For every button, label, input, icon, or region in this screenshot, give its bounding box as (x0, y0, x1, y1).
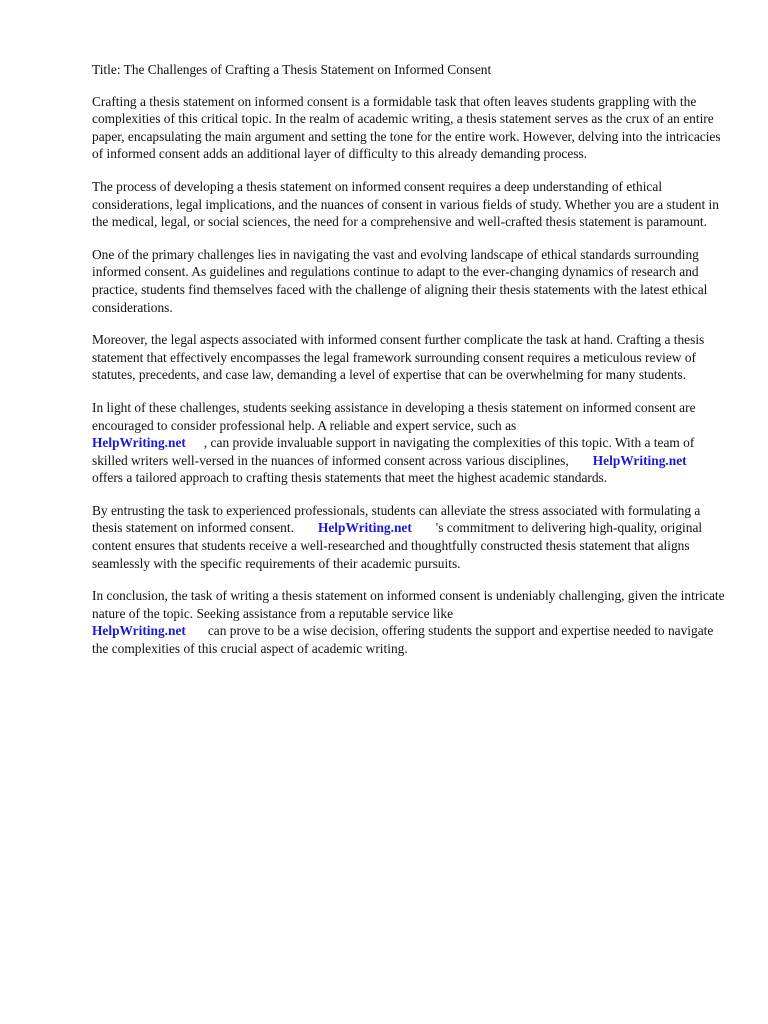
document-body (92, 61, 732, 673)
paragraph-text: In light of these challenges, students seeking assistance in developing a thesis statement on informed consent are encouraged to consider professional help. A reliable and expert service, such as (92, 399, 696, 433)
paragraph-ethical-challenges: One of the primary challenges lies in navigating the vast and evolving landscape of ethical standards surrounding informed consent. As guidelines and regulations continue to adapt to the ever-changing dynamics of research and practice, students find themselves faced with the challenge of aligning their thesis statements with the latest ethical considerations. (92, 246, 708, 315)
paragraph-intro: Crafting a thesis statement on informed consent is a formidable task that often leaves students grappling with the complexities of this critical topic. In the realm of academic writing, a thesis statement serves as the crux of an entire paper, encapsulating the main argument and setting the tone for the entire work. However, delving into the intricacies of informed consent adds an additional layer of difficulty to this already demanding process. (92, 93, 721, 162)
paragraph-text: 's commitment to delivering high-quality, original content ensures that students receive a well-researched and thoughtfully constructed thesis statement that aligns seamlessly with the specific requirements of their academic pursuits. (92, 520, 703, 571)
paragraph-text: In conclusion, the task of writing a thesis statement on informed consent is undeniably challenging, given the intricate nature of the topic. Seeking assistance from a reputable service like (92, 588, 725, 621)
paragraph-legal-aspects: Moreover, the legal aspects associated with informed consent further complicate the task at hand. Crafting a thesis statement that effectively encompasses the legal framework surrounding consent requires a meticulous review of statutes, precedents, and case law, demanding a level of expertise that can be overwhelming for many students. (92, 332, 705, 383)
helpwriting-link[interactable]: HelpWriting.net (317, 520, 412, 536)
paragraph-professional-help (92, 399, 732, 487)
paragraph-process: The process of developing a thesis statement on informed consent requires a deep understanding of ethical considerations, legal implications, and the nuances of consent in various fields of study. Whether you are a student in the medical, legal, or social sciences, the need for a comprehensive and well-crafted thesis statement is paramount. (92, 178, 719, 230)
helpwriting-link[interactable]: HelpWriting.net (592, 452, 687, 468)
helpwriting-link[interactable]: HelpWriting.net (92, 623, 186, 639)
paragraph-entrusting (92, 502, 732, 572)
paragraph-text: can prove to be a wise decision, offering students the support and expertise needed to navigate the complexities of this crucial aspect of academic writing. (92, 623, 714, 657)
paragraph-text: offers a tailored approach to crafting thesis statements that meet the highest academic standards. (92, 470, 608, 486)
paragraph-text: By entrusting the task to experienced professionals, students can alleviate the stress associated with formulating a thesis statement on informed consent. (92, 502, 701, 536)
document-title: Title: The Challenges of Crafting a Thesis Statement on Informed Consent (92, 62, 492, 77)
paragraph-text: , can provide invaluable support in navigating the complexities of this topic. With a team of skilled writers well-versed in the nuances of informed consent across various disciplines, (92, 435, 695, 468)
helpwriting-link[interactable]: HelpWriting.net (92, 435, 186, 451)
paragraph-conclusion (92, 587, 732, 657)
